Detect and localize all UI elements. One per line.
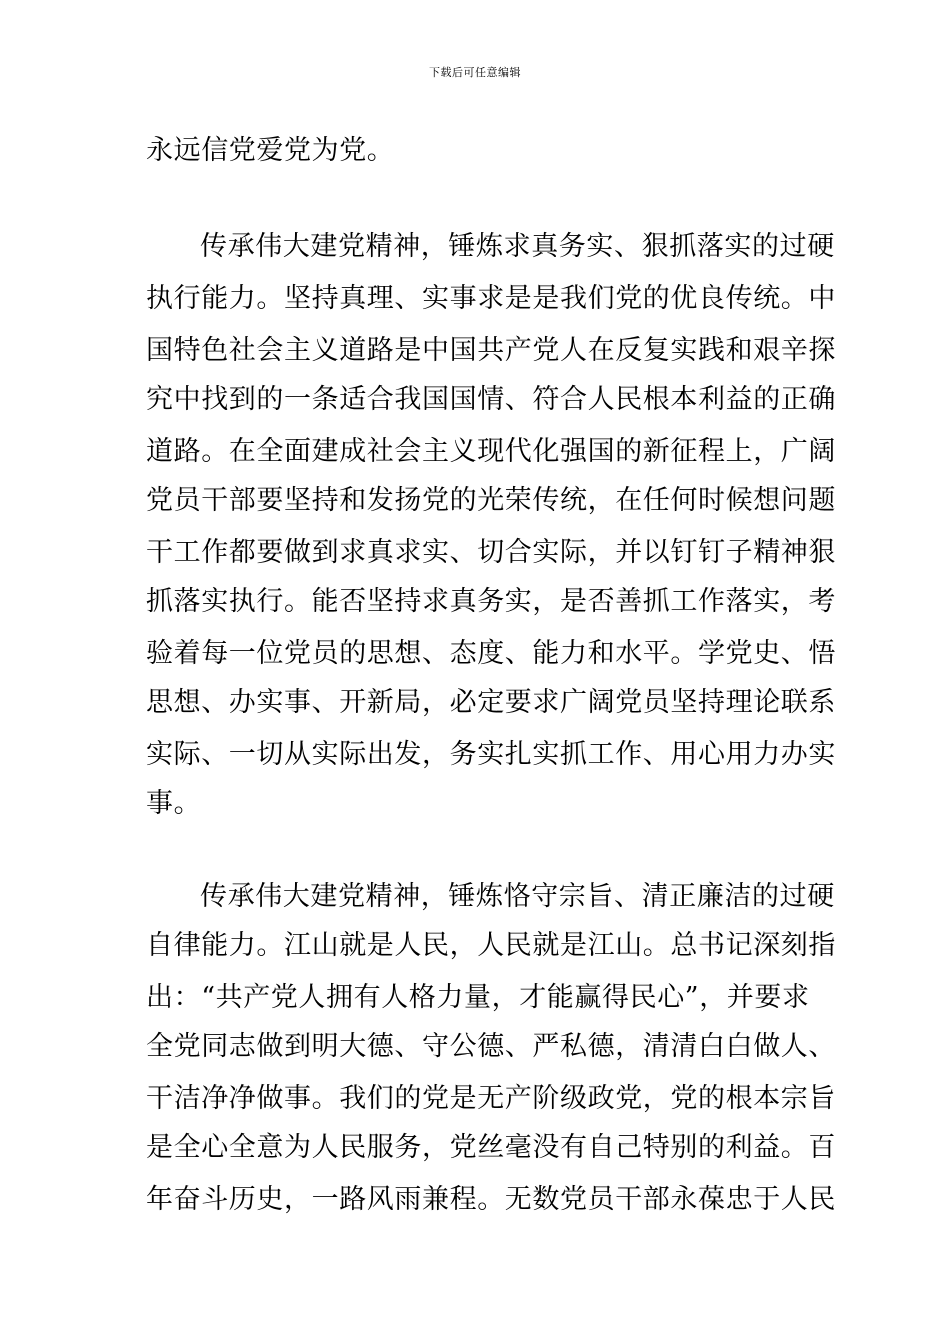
text-line: 实际、一切从实际出发，务实扎实抓工作、用心用力办实 xyxy=(146,739,836,770)
text-line: 执行能力。坚持真理、实事求是是我们党的优良传统。中 xyxy=(146,283,836,314)
text-line: 传承伟大建党精神，锤炼求真务实、狠抓落实的过硬 xyxy=(200,231,835,262)
text-line: 党员干部要坚持和发扬党的光荣传统，在任何时候想问题 xyxy=(146,485,836,516)
text-line: 思想、办实事、开新局，必定要求广阔党员坚持理论联系 xyxy=(146,687,836,718)
text-line: 自律能力。江山就是人民，人民就是江山。总书记深刻指 xyxy=(146,930,836,961)
text-line: 验着每一位党员的思想、态度、能力和水平。学党史、悟 xyxy=(146,638,836,669)
text-line: 究中找到的一条适合我国国情、符合人民根本利益的正确 xyxy=(146,384,836,415)
page-header: 下载后可任意编辑 xyxy=(429,66,521,79)
text-line: 永远信党爱党为党。 xyxy=(146,135,395,166)
text-line: 是全心全意为人民服务，党丝毫没有自己特别的利益。百 xyxy=(146,1132,836,1163)
text-line: 全党同志做到明大德、守公德、严私德，清清白白做人、 xyxy=(146,1031,836,1062)
text-line: 抓落实执行。能否坚持求真务实，是否善抓工作落实，考 xyxy=(146,586,836,617)
text-line: 干洁净净做事。我们的党是无产阶级政党，党的根本宗旨 xyxy=(146,1083,836,1114)
text-line: 干工作都要做到求真求实、切合实际，并以钉钉子精神狠 xyxy=(146,537,836,568)
text-line: 道路。在全面建成社会主义现代化强国的新征程上，广阔 xyxy=(146,436,836,467)
text-line: 传承伟大建党精神，锤炼恪守宗旨、清正廉洁的过硬 xyxy=(200,881,835,912)
text-line: 年奋斗历史，一路风雨兼程。无数党员干部永葆忠于人民 xyxy=(146,1184,836,1215)
text-line: 出：“共产党人拥有人格力量，才能赢得民心”，并要求 xyxy=(146,982,810,1013)
text-line: 国特色社会主义道路是中国共产党人在反复实践和艰辛探 xyxy=(146,335,836,366)
text-line: 事。 xyxy=(146,788,202,819)
